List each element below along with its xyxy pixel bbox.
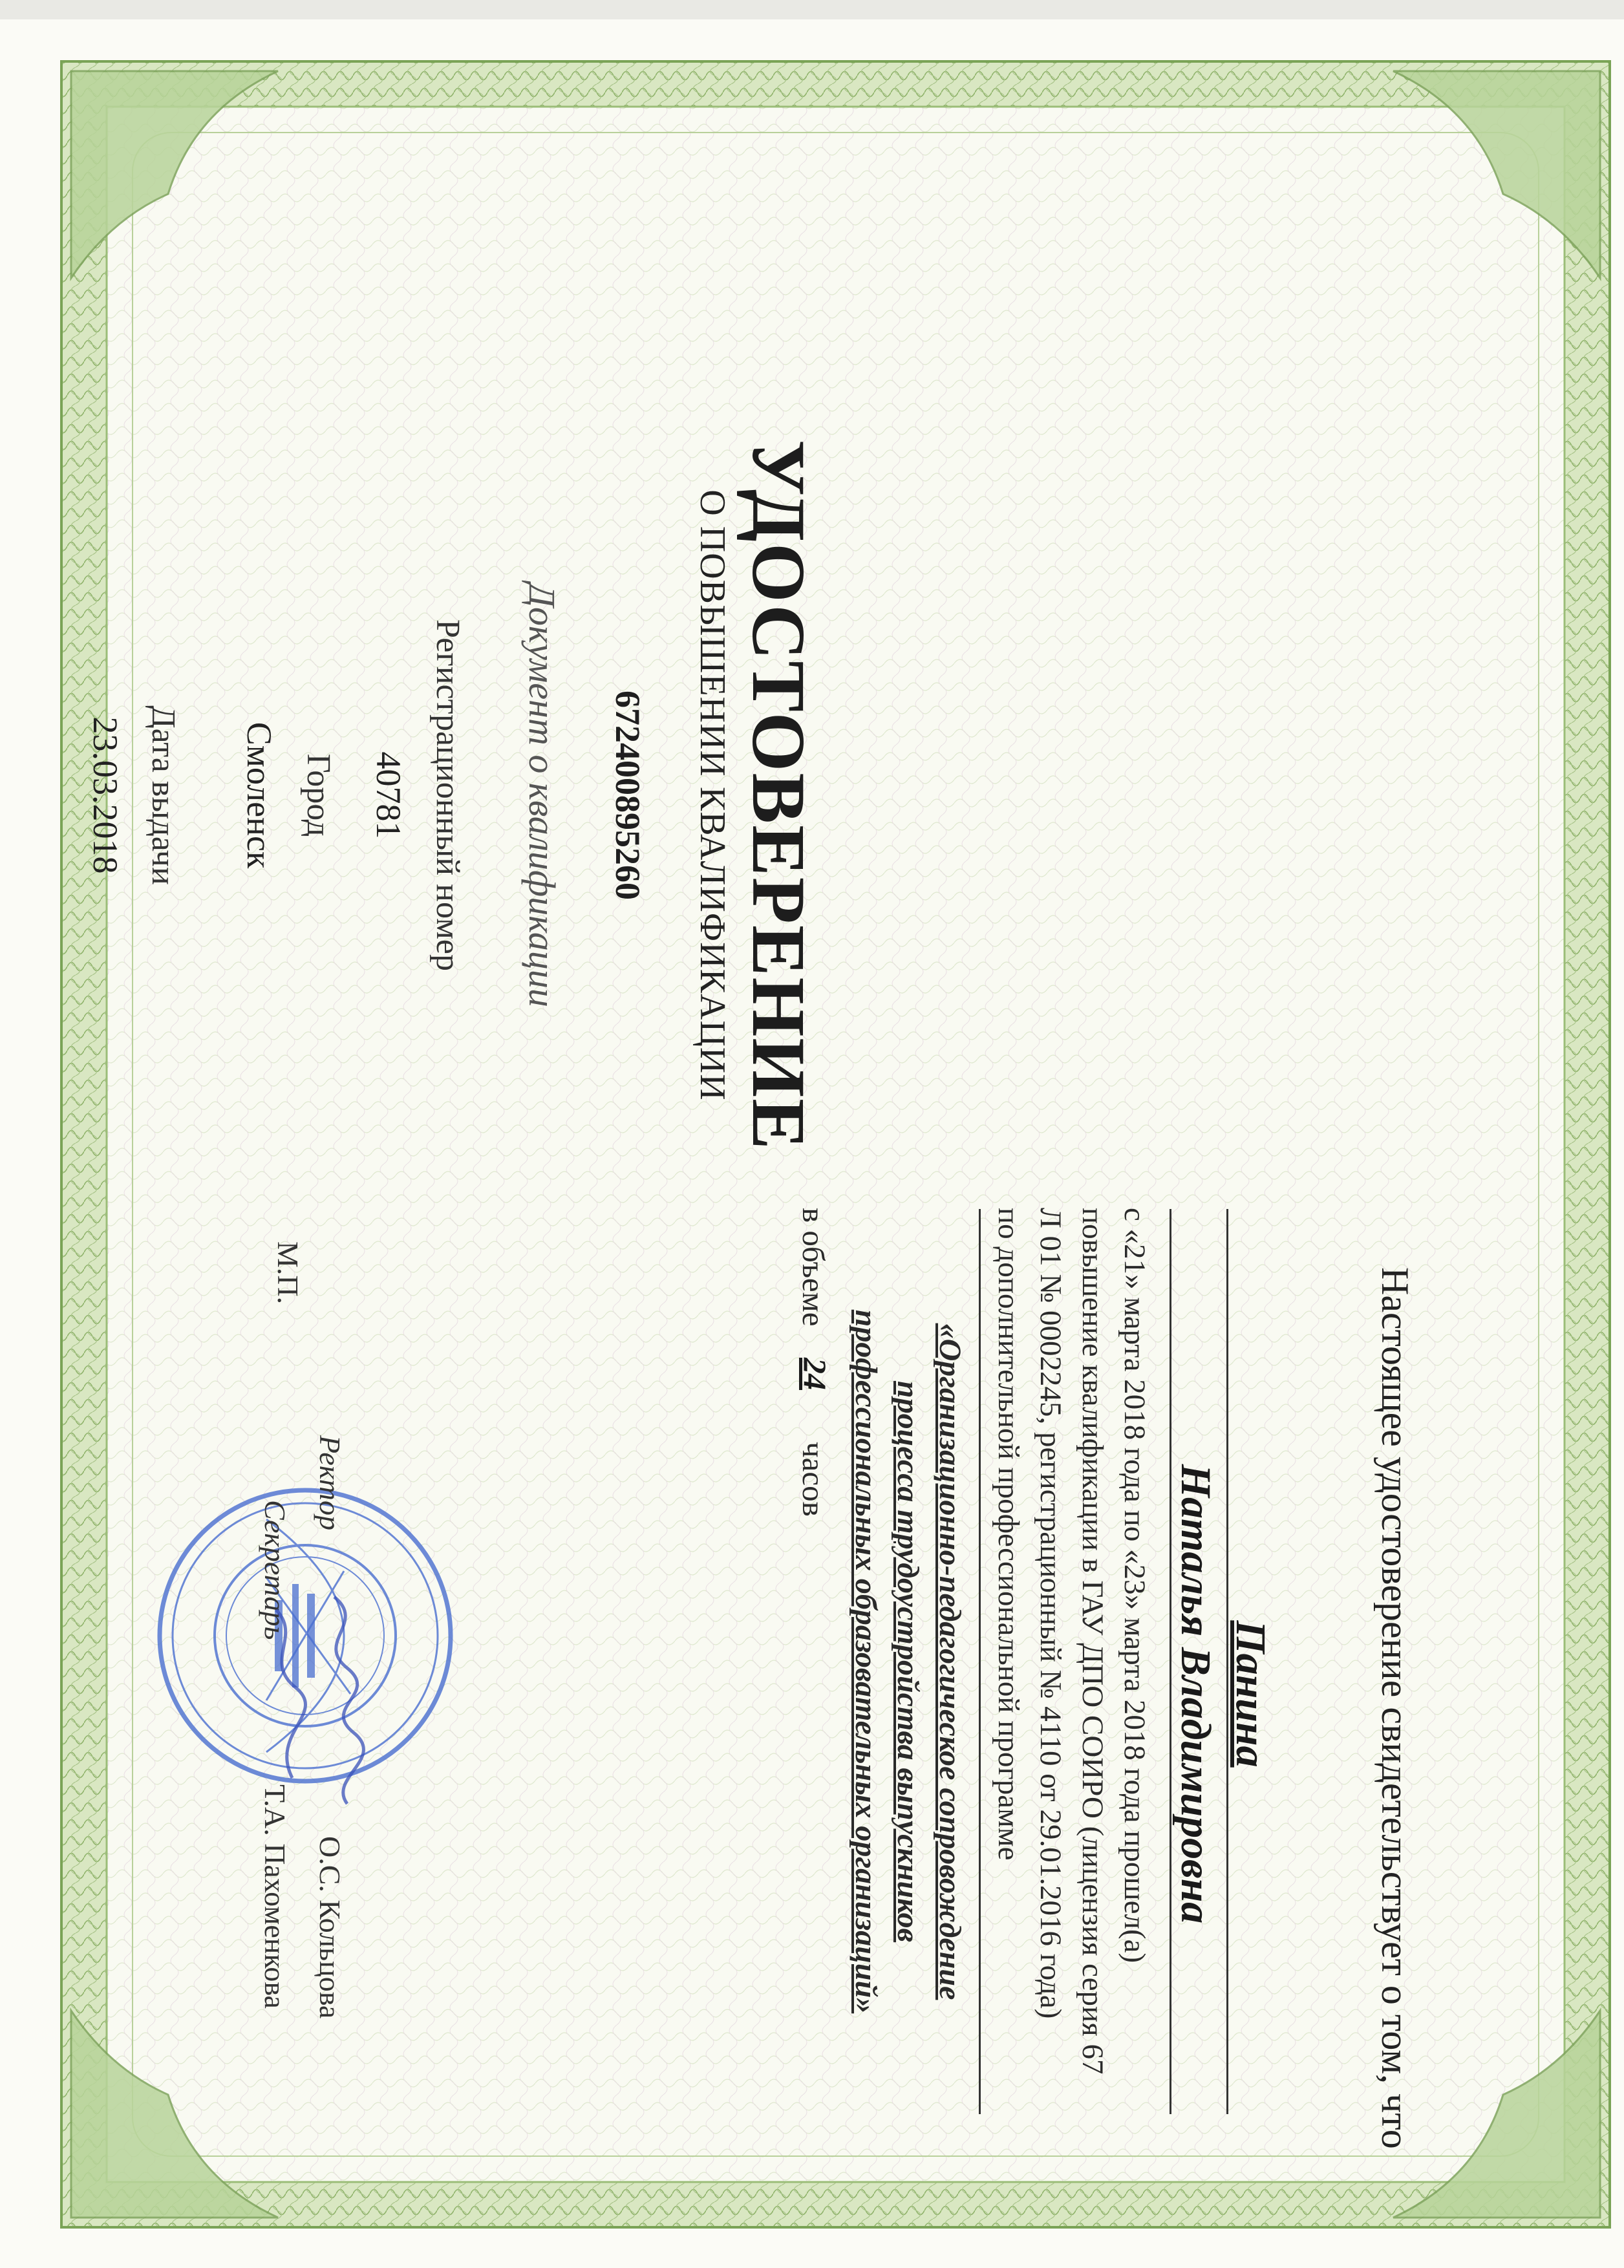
registration-label: Регистрационный номер <box>429 619 466 971</box>
certificate-title: УДОСТОВЕРЕНИЕ <box>736 440 821 1151</box>
statement-line: повышение квалификации в ГАУ ДПО СОИРО (лицензия серия 67 <box>1076 1208 1109 2075</box>
volume-label: в объеме <box>796 1208 831 1327</box>
statement-line: Л 01 № 0002245, регистрационный № 4110 от 29.01.2016 года) <box>1034 1208 1067 2019</box>
statement-line: с «21» марта 2018 года по «23» марта 2018 года прошел(а) <box>1118 1208 1151 1963</box>
seal-place-label: М.П. <box>272 1241 304 1305</box>
program-title-line: «Организационно-педагогическое сопровождение <box>933 1323 967 2000</box>
registration-number: 40781 <box>369 751 408 839</box>
recipient-surname: Панина <box>1227 1620 1274 1768</box>
statement-line: по дополнительной профессиональной программе <box>992 1208 1025 1861</box>
hours-value: 24 <box>797 1358 833 1390</box>
rector-name: О.С. Кольцова <box>314 1836 347 2019</box>
secretary-label: Секретарь <box>259 1500 292 1640</box>
statement-intro: Настоящее удостоверение свидетельствует о том, что <box>1374 1267 1416 2149</box>
name-underline <box>1170 1209 1171 2114</box>
program-title-line: процесса трудоустройства выпускников <box>891 1380 925 1943</box>
program-top-line <box>979 1209 981 2114</box>
city-value: Смоленск <box>240 722 279 869</box>
program-title-line: профессиональных образовательных организаций» <box>849 1309 883 2014</box>
document-type: Документ о квалификации <box>521 583 563 1007</box>
recipient-given-names: Наталья Владимировна <box>1172 1464 1219 1924</box>
hours-unit: часов <box>796 1442 831 1517</box>
issue-date-label: Дата выдачи <box>145 705 182 885</box>
city-label: Город <box>300 753 337 837</box>
certificate-subtitle: О ПОВЫШЕНИИ КВАЛИФИКАЦИИ <box>692 489 732 1101</box>
serial-number: 672400895260 <box>608 690 647 900</box>
signature-icon <box>250 1584 373 1817</box>
rector-label: Ректор <box>314 1435 347 1530</box>
secretary-name: Т.А. Пахоменкова <box>259 1784 292 2009</box>
issue-date-value: 23.03.2018 <box>86 716 125 874</box>
